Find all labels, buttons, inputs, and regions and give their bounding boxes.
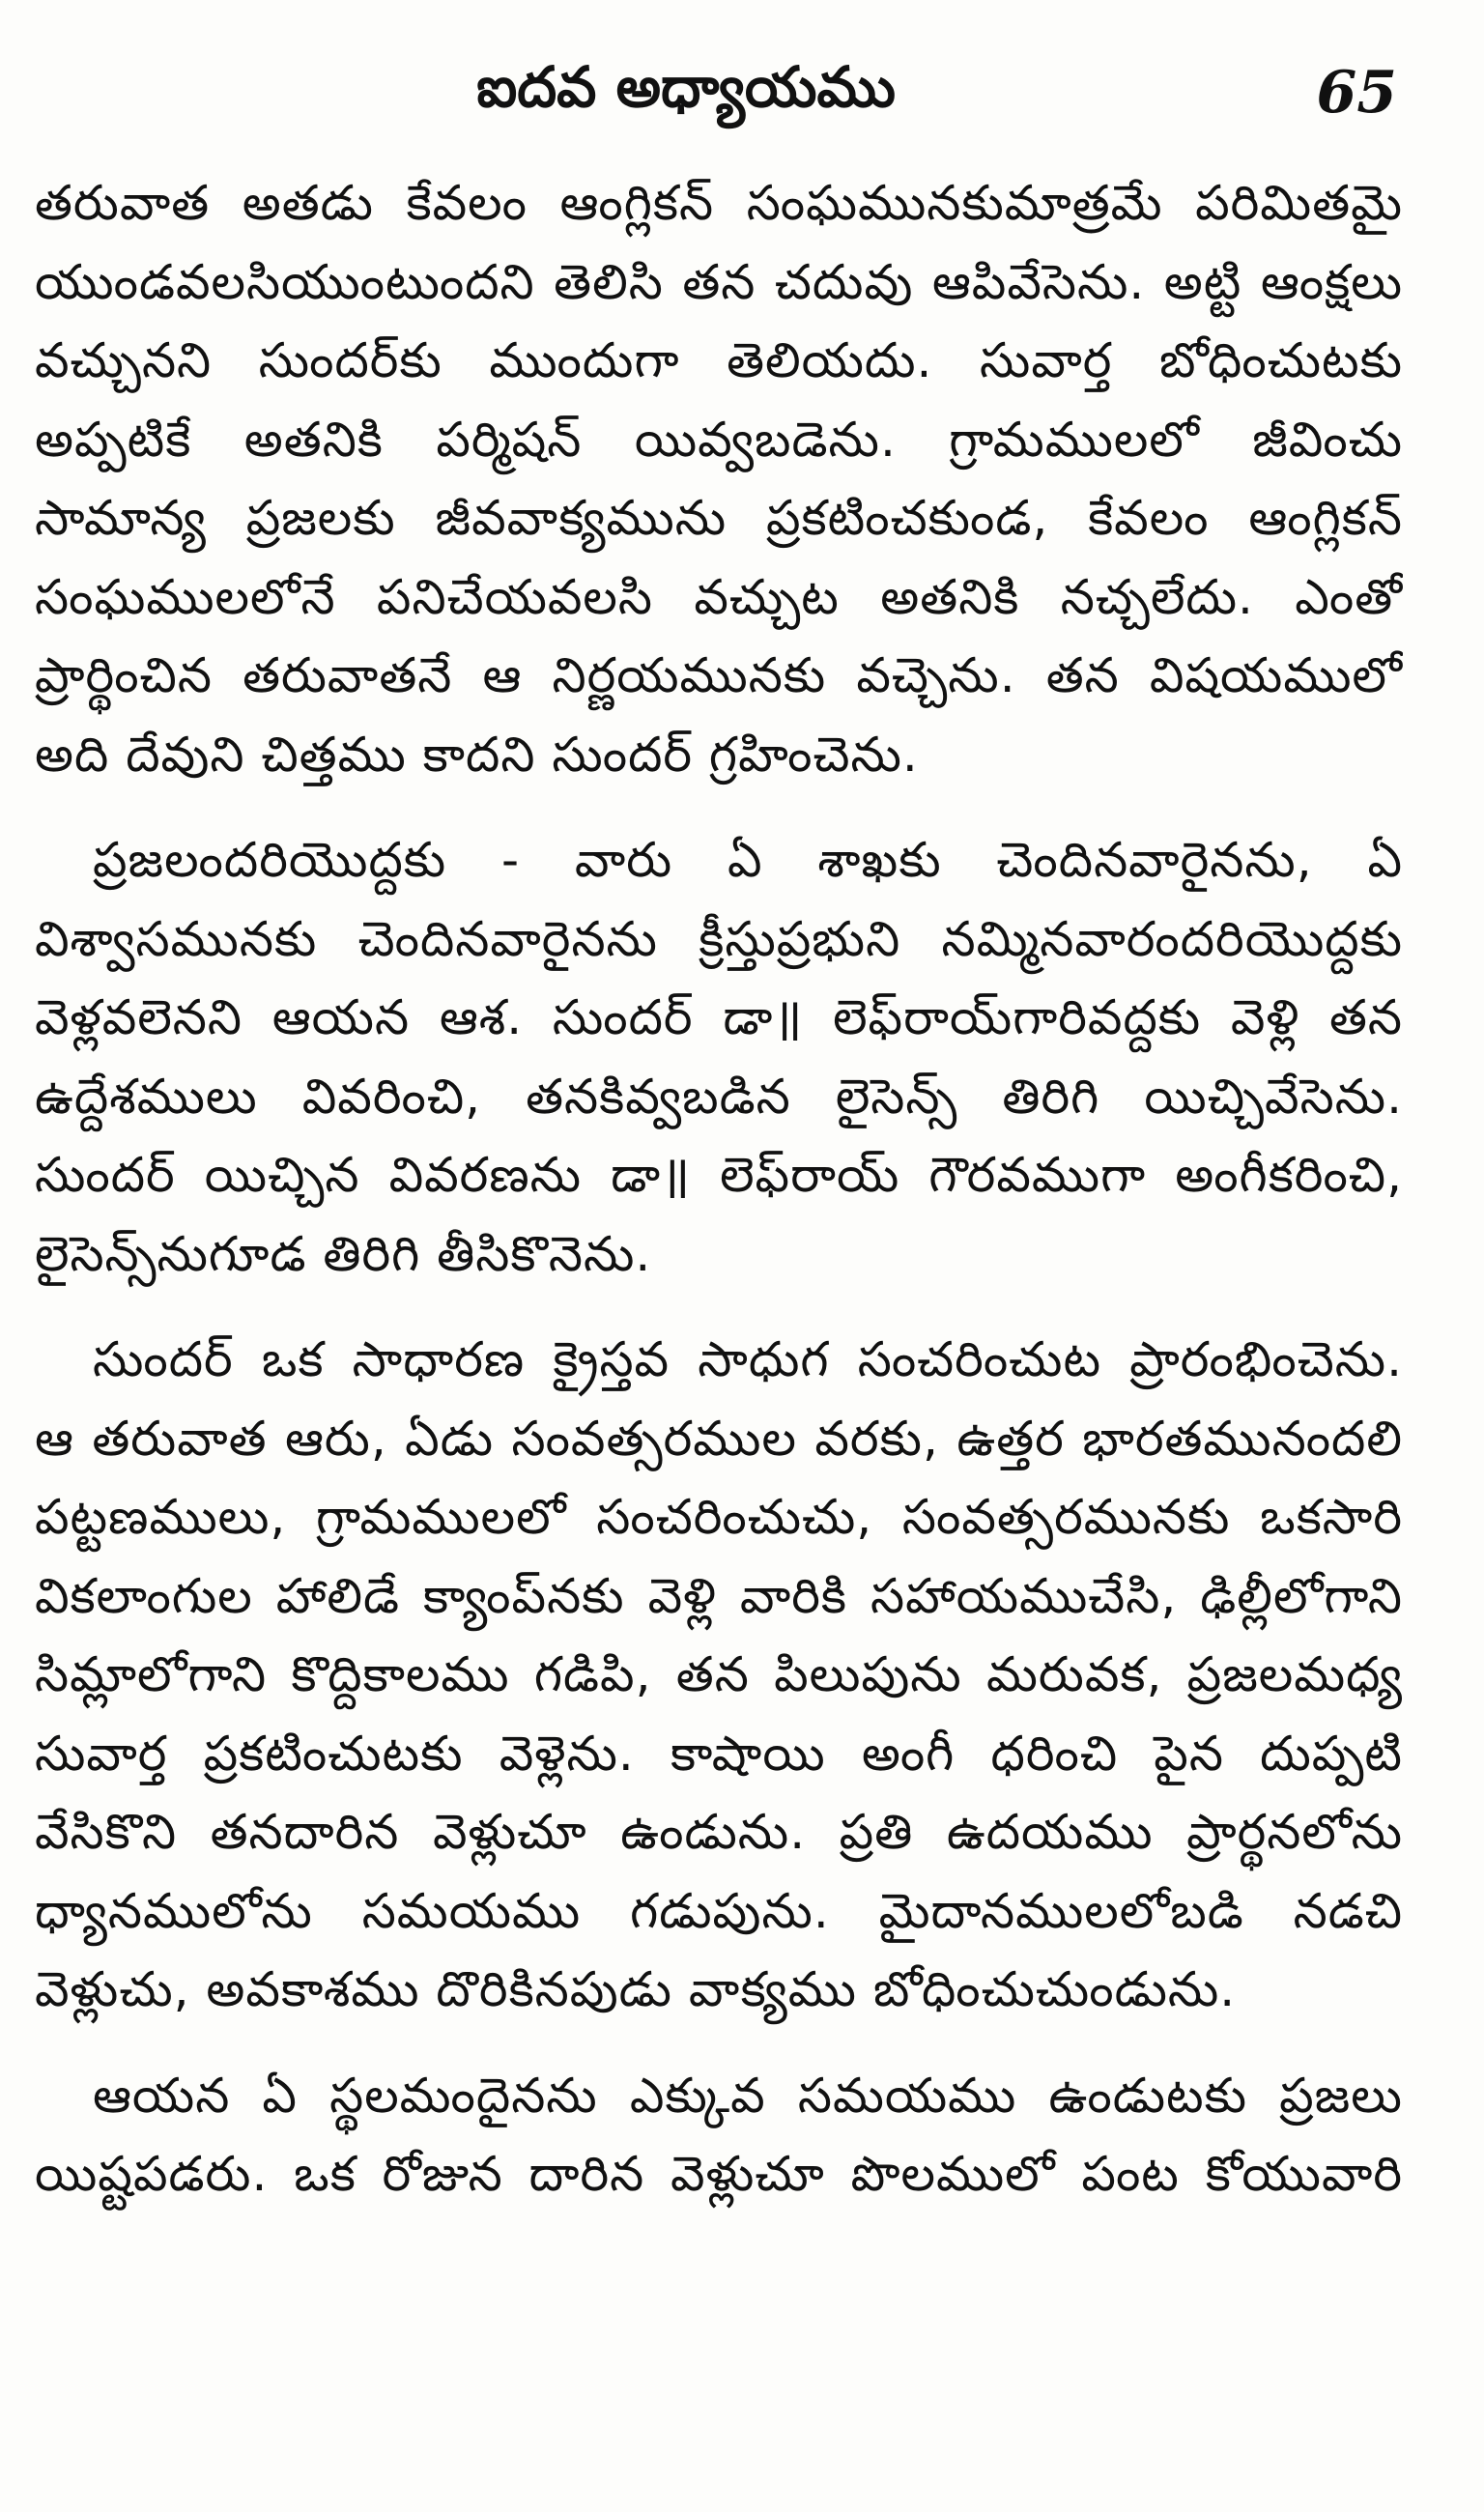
text-line: సువార్త ప్రకటించుటకు వెళ్లెను. కాషాయి అంగీ ధరించి పైన దుప్పటి — [35, 1725, 1403, 1782]
text-line: సామాన్య ప్రజలకు జీవవాక్యమును ప్రకటించకుండ, కేవలం ఆంగ్లికన్ — [35, 490, 1403, 546]
text-line: అప్పటికే అతనికి పర్మిషన్ యివ్వబడెను. గ్రామములలో జీవించు — [35, 411, 1403, 468]
text-line: సుందర్ యిచ్చిన వివరణను డా॥ లెఫ్‌రాయ్ గౌరవముగా అంగీకరించి, — [35, 1147, 1403, 1203]
text-line: ధ్యానములోను సమయము గడుపును. మైదానములలోబడి నడచి — [35, 1882, 1403, 1939]
text-line: వెళ్లుచు, అవకాశము దొరికినపుడు వాక్యము బోధించుచుండును. — [35, 1961, 1237, 2017]
text-line: విశ్వాసమునకు చెందినవారైనను క్రీస్తుప్రభుని నమ్మినవారందరియొద్దకు — [35, 910, 1403, 967]
text-line: యుండవలసియుంటుందని తెలిసి తన చదువు ఆపివేసెను. అట్టి ఆంక్షలు — [35, 253, 1403, 310]
paragraph-3 — [35, 1321, 1403, 2030]
text-line: వేసికొని తనదారిన వెళ్లుచూ ఉండును. ప్రతి ఉదయము ప్రార్థనలోను — [35, 1804, 1403, 1860]
text-line: ప్రార్థించిన తరువాతనే ఆ నిర్ణయమునకు వచ్చెను. తన విషయములో — [35, 647, 1403, 703]
text-line: సుందర్ ఒక సాధారణ క్రైస్తవ సాధుగ సంచరించుట ప్రారంభించెను. — [93, 1331, 1403, 1387]
chapter-title: ఐదవ అధ్యాయము — [476, 54, 896, 120]
text-line: లైసెన్స్‌నుగూడ తిరిగి తీసికొనెను. — [35, 1225, 652, 1282]
text-line: ఆ తరువాత ఆరు, ఏడు సంవత్సరముల వరకు, ఉత్తర భారతమునందలి — [35, 1410, 1403, 1467]
text-line: సిమ్లాలోగాని కొద్దికాలము గడిపి, తన పిలుపును మరువక, ప్రజలమధ్య — [35, 1646, 1403, 1702]
paragraph-4 — [35, 2057, 1403, 2214]
text-line: వచ్చునని సుందర్‌కు ముందుగా తెలియదు. సువార్త బోధించుటకు — [35, 332, 1403, 388]
text-line: వెళ్లవలెనని ఆయన ఆశ. సుందర్ డా॥ లెఫ్‌రాయ్‌గారివద్దకు వెళ్లి తన — [35, 989, 1403, 1045]
text-line: అది దేవుని చిత్తము కాదని సుందర్ గ్రహించెను. — [35, 726, 919, 783]
text-line: ఉద్దేశములు వివరించి, తనకివ్వబడిన లైసెన్స్ తిరిగి యిచ్చివేసెను. — [35, 1068, 1403, 1125]
body-text — [35, 164, 1403, 2483]
text-line: తరువాత అతడు కేవలం ఆంగ్లికన్ సంఘమునకుమాత్రమే పరిమితమై — [35, 175, 1403, 231]
paragraph-1 — [35, 164, 1403, 794]
text-line: సంఘములలోనే పనిచేయవలసి వచ్చుట అతనికి నచ్చలేదు. ఎంతో — [35, 568, 1403, 625]
paragraph-2 — [35, 821, 1403, 1294]
page-number: 65 — [1316, 59, 1397, 127]
text-line: యిష్టపడరు. ఒక రోజున దారిన వెళ్లుచూ పొలములో పంట కోయువారి — [35, 2146, 1403, 2202]
text-line: పట్టణములు, గ్రామములలో సంచరించుచు, సంవత్సరమునకు ఒకసారి — [35, 1489, 1403, 1545]
text-line: వికలాంగుల హాలిడే క్యాంప్‌నకు వెళ్లి వారికి సహాయముచేసి, ఢిల్లీలోగాని — [35, 1567, 1403, 1624]
text-line: ప్రజలందరియొద్దకు - వారు ఏ శాఖకు చెందినవారైనను, ఏ — [93, 832, 1403, 888]
page-header — [0, 39, 1484, 145]
text-line: ఆయన ఏ స్థలమందైనను ఎక్కువ సమయము ఉండుటకు ప్రజలు — [93, 2067, 1403, 2124]
